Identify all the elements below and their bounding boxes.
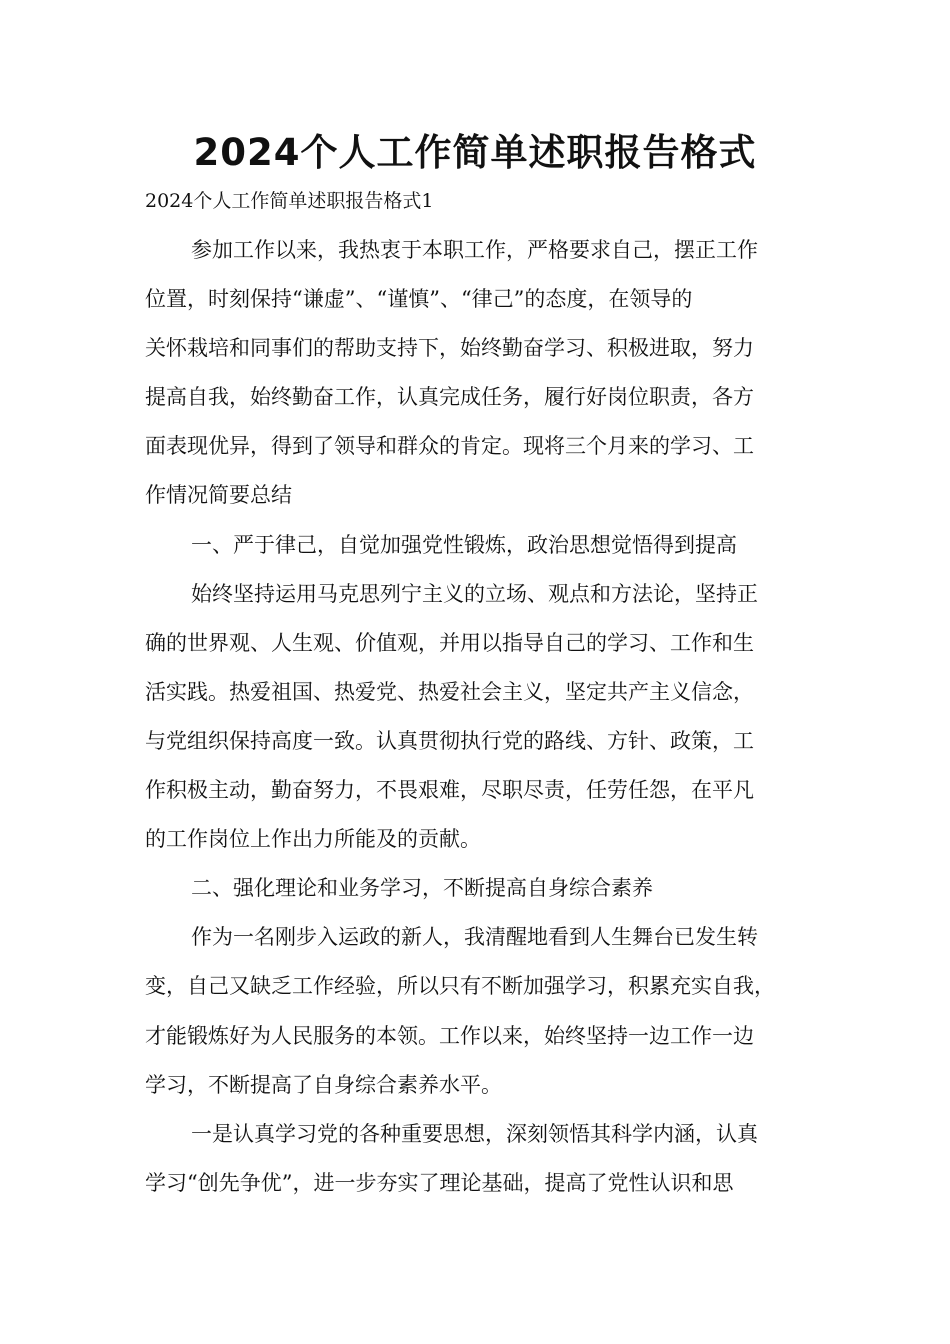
- body-line: 参加工作以来，我热衷于本职工作，严格要求自己，摆正工作: [191, 238, 758, 262]
- body-line: 一是认真学习党的各种重要思想，深刻领悟其科学内涵，认真: [191, 1121, 758, 1146]
- body-line: 确的世界观、人生观、价值观，并用以指导自己的学习、工作和生: [145, 630, 754, 655]
- body-line: 提高自我，始终勤奋工作，认真完成任务，履行好岗位职责，各方: [145, 385, 754, 410]
- document-body: [145, 232, 809, 1214]
- body-line: 作积极主动，勤奋努力，不畏艰难，尽职尽责，任劳任怨，在平凡: [145, 778, 754, 803]
- body-line: 关怀栽培和同事们的帮助支持下，始终勤奋学习、积极进取，努力: [145, 336, 754, 361]
- body-line: 才能锻炼好为人民服务的本领。工作以来，始终坚持一边工作一边: [145, 1023, 754, 1048]
- document-title: 2024个人工作简单述职报告格式: [193, 131, 757, 174]
- body-line: 活实践。热爱祖国、热爱党、热爱社会主义，坚定共产主义信念，: [145, 679, 754, 704]
- section-heading: 二、强化理论和业务学习，不断提高自身综合素养: [191, 876, 653, 901]
- document-subtitle: 2024个人工作简单述职报告格式1: [145, 190, 434, 212]
- body-line: 学习“创先争优”，进一步夯实了理论基础，提高了党性认识和思: [145, 1170, 734, 1195]
- body-line: 作情况简要总结: [145, 483, 292, 508]
- body-line: 变，自己又缺乏工作经验，所以只有不断加强学习，积累充实自我，: [145, 974, 775, 999]
- body-line: 与党组织保持高度一致。认真贯彻执行党的路线、方针、政策，工: [145, 728, 754, 753]
- section-heading: 一、严于律己，自觉加强党性锻炼，政治思想觉悟得到提高: [191, 532, 737, 557]
- body-line: 作为一名刚步入运政的新人，我清醒地看到人生舞台已发生转: [191, 925, 758, 950]
- body-line: 位置，时刻保持“谦虚”、“谨慎”、“律己”的态度，在领导的: [145, 287, 693, 312]
- body-line: 始终坚持运用马克思列宁主义的立场、观点和方法论，坚持正: [191, 581, 758, 606]
- body-line: 面表现优异，得到了领导和群众的肯定。现将三个月来的学习、工: [145, 434, 754, 459]
- body-line: 的工作岗位上作出力所能及的贡献。: [145, 827, 481, 852]
- body-line: 学习，不断提高了自身综合素养水平。: [145, 1072, 502, 1097]
